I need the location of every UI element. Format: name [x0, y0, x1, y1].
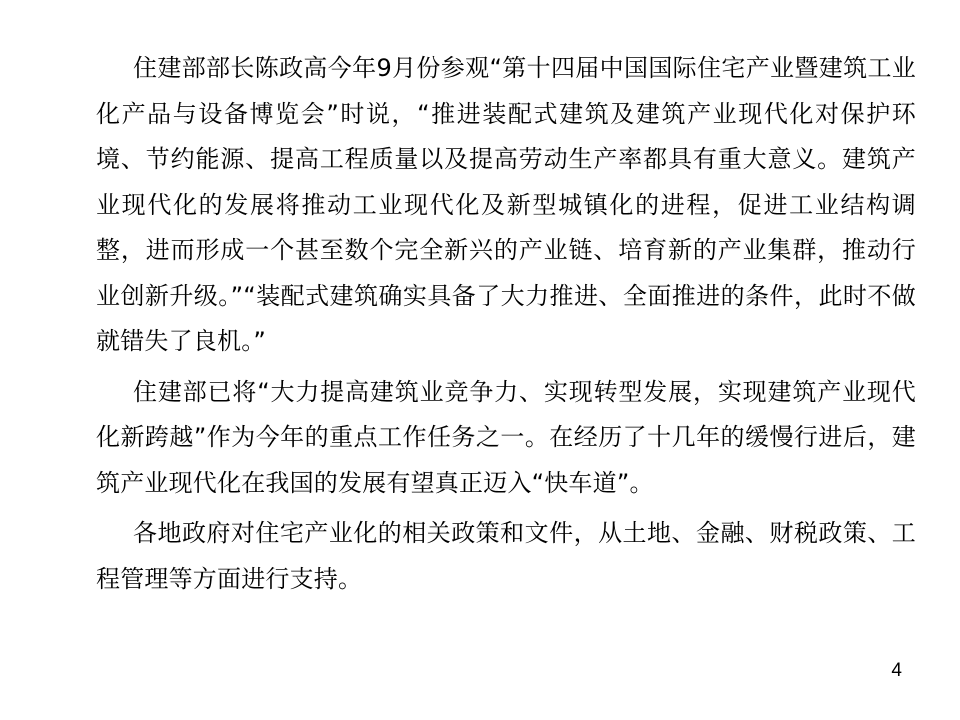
page-number: 4: [891, 660, 902, 681]
paragraph-local-policies: 各地政府对住宅产业化的相关政策和文件，从土地、金融、财税政策、工程管理等方面进行支持。: [96, 519, 916, 593]
paragraph-key-task: 住建部已将“大力提高建筑业竞争力、实现转型发展，实现建筑产业现代化新跨越”作为今年的重点工作任务之一。在经历了十几年的缓慢行进后，建筑产业现代化在我国的发展有望真正迈入“快车道”。: [96, 377, 916, 497]
slide-body: [96, 46, 916, 602]
paragraph-minister-quote: 住建部部长陈政高今年9月份参观“第十四届中国国际住宅产业暨建筑工业化产品与设备博览会”时说，“推进装配式建筑及建筑产业现代化对保护环境、节约能源、提高工程质量以及提高劳动生产率都具有重大意义。建筑产业现代化的发展将推动工业现代化及新型城镇化的进程，促进工业结构调整，进而形成一个甚至数个完全新兴的产业链、培育新的产业集群，推动行业创新升级。”“装配式建筑确实具备了大力推进、全面推进的条件，此时不做就错失了良机。”: [96, 54, 916, 355]
